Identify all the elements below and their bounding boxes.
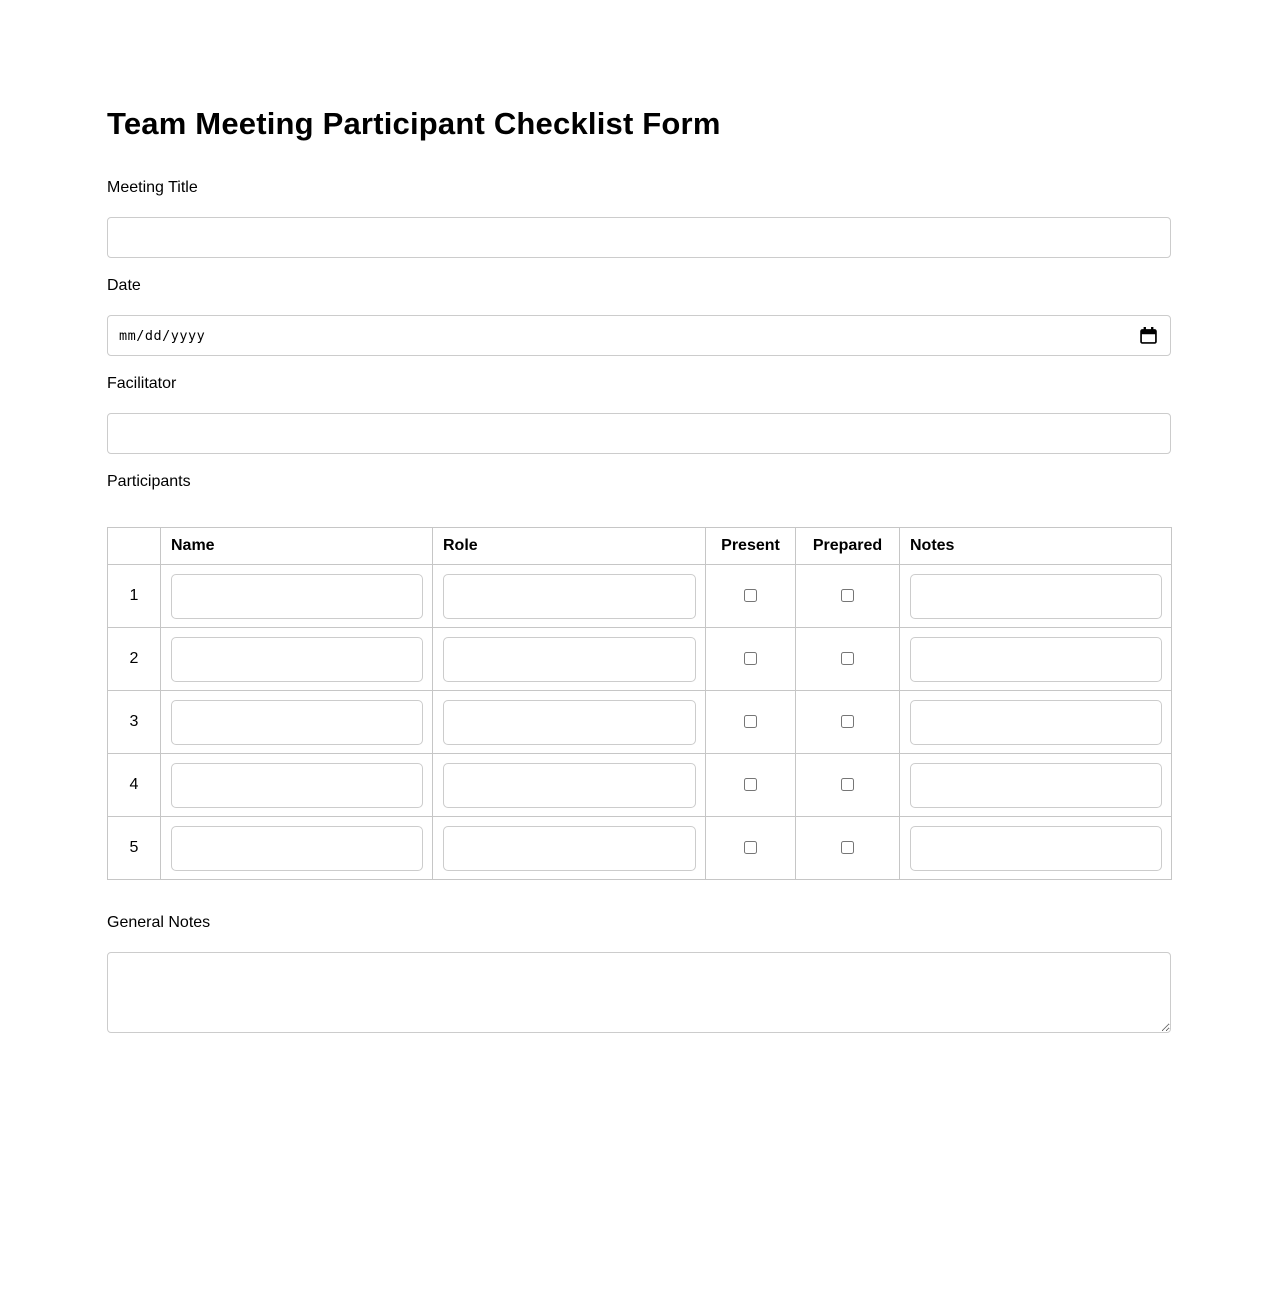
table-row xyxy=(108,628,1172,691)
date-field xyxy=(107,276,1171,356)
meeting-title-input[interactable] xyxy=(107,217,1171,258)
notes-input[interactable] xyxy=(910,574,1162,619)
name-input[interactable] xyxy=(171,763,423,808)
present-checkbox[interactable] xyxy=(744,778,757,791)
participants-label: Participants xyxy=(107,473,191,490)
name-input[interactable] xyxy=(171,637,423,682)
present-checkbox[interactable] xyxy=(744,589,757,602)
general-notes-label: General Notes xyxy=(107,914,211,931)
prepared-checkbox[interactable] xyxy=(841,841,854,854)
participants-table xyxy=(107,527,1172,880)
role-input[interactable] xyxy=(443,763,696,808)
notes-input[interactable] xyxy=(910,637,1162,682)
role-input[interactable] xyxy=(443,637,696,682)
name-input[interactable] xyxy=(171,826,423,871)
prepared-checkbox[interactable] xyxy=(841,778,854,791)
name-input[interactable] xyxy=(171,700,423,745)
calendar-icon[interactable] xyxy=(1138,326,1158,346)
date-placeholder-text: mm/dd/yyyy xyxy=(119,327,206,344)
meeting-title-field xyxy=(107,178,1171,258)
table-row xyxy=(108,691,1172,754)
role-input[interactable] xyxy=(443,826,696,871)
prepared-checkbox[interactable] xyxy=(841,589,854,602)
prepared-checkbox[interactable] xyxy=(841,652,854,665)
name-input[interactable] xyxy=(171,574,423,619)
col-header-name: Name xyxy=(161,528,433,565)
date-label: Date xyxy=(107,277,141,294)
row-number: 4 xyxy=(108,754,161,817)
facilitator-input[interactable] xyxy=(107,413,1171,454)
col-header-notes: Notes xyxy=(900,528,1172,565)
col-header-prepared: Prepared xyxy=(796,528,900,565)
facilitator-field xyxy=(107,374,1171,454)
general-notes-textarea[interactable] xyxy=(107,952,1171,1033)
table-header-row xyxy=(108,528,1172,565)
col-header-present: Present xyxy=(706,528,796,565)
facilitator-label: Facilitator xyxy=(107,375,177,392)
col-header-role: Role xyxy=(433,528,706,565)
present-checkbox[interactable] xyxy=(744,841,757,854)
row-number: 3 xyxy=(108,691,161,754)
page-title: Team Meeting Participant Checklist Form xyxy=(107,106,721,141)
date-input[interactable] xyxy=(107,315,1171,356)
notes-input[interactable] xyxy=(910,826,1162,871)
role-input[interactable] xyxy=(443,700,696,745)
meeting-title-label: Meeting Title xyxy=(107,179,198,196)
table-row xyxy=(108,565,1172,628)
row-number: 2 xyxy=(108,628,161,691)
notes-input[interactable] xyxy=(910,700,1162,745)
row-number: 5 xyxy=(108,817,161,880)
present-checkbox[interactable] xyxy=(744,652,757,665)
role-input[interactable] xyxy=(443,574,696,619)
row-number: 1 xyxy=(108,565,161,628)
table-row xyxy=(108,754,1172,817)
notes-input[interactable] xyxy=(910,763,1162,808)
col-header-index xyxy=(108,528,161,565)
table-row xyxy=(108,817,1172,880)
present-checkbox[interactable] xyxy=(744,715,757,728)
prepared-checkbox[interactable] xyxy=(841,715,854,728)
